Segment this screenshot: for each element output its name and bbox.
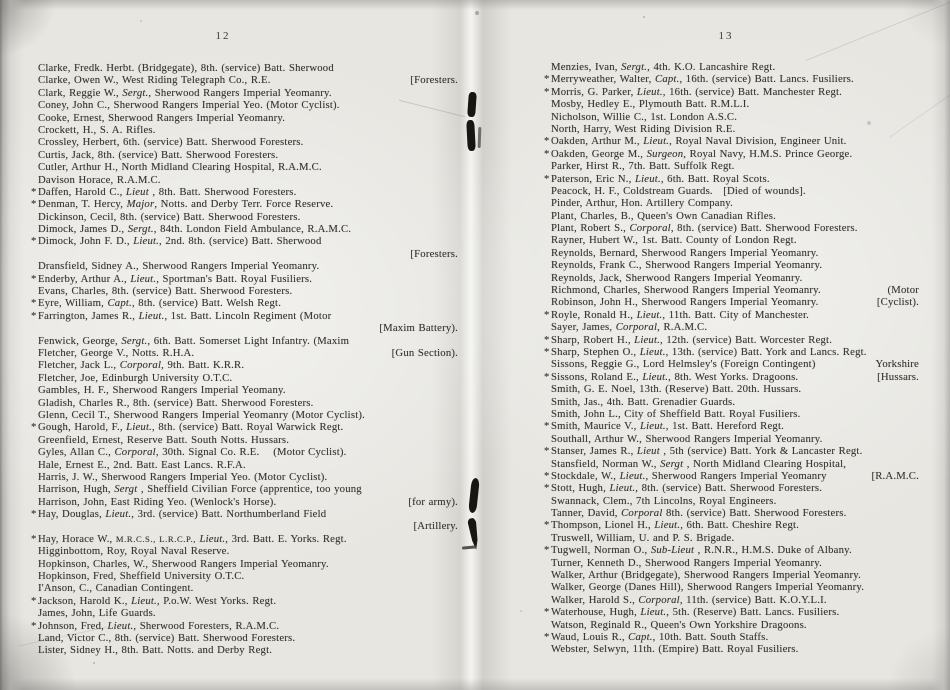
list-item	[31, 185, 458, 198]
list-item	[551, 272, 919, 284]
entry-text: Jackson, Harold K., Lieut., P.o.W. West Yorks. Regt.	[38, 594, 277, 607]
entry-text: Harris, J. W., Sherwood Rangers Imperial Yeo. (Motor Cyclist).	[38, 470, 328, 483]
casualty-star: *	[31, 272, 37, 285]
list-item	[551, 247, 919, 259]
list-item	[544, 172, 919, 185]
list-item	[551, 581, 919, 593]
list-item	[544, 333, 919, 346]
entry-text: North, Harry, West Riding Division R.E.	[551, 122, 736, 135]
list-item	[38, 397, 458, 409]
entry-list	[31, 62, 458, 657]
entry-list	[544, 61, 919, 656]
entry-text: Truswell, William, U. and P. S. Brigade.	[551, 531, 735, 544]
list-item	[544, 308, 919, 321]
entry-text: Dimock, John F. D., Lieut., 2nd. 8th. (service) Batt. Sherwood	[38, 235, 322, 248]
entry-continuation: [Foresters.	[410, 74, 458, 87]
entry-continuation: [Cyclist).	[876, 296, 919, 309]
entry-text: Reynolds, Jack, Sherwood Rangers Imperial Yeomanry.	[551, 271, 803, 284]
entry-text: Crockett, H., S. A. Rifles.	[38, 123, 156, 136]
list-item	[38, 545, 458, 557]
list-item	[38, 149, 458, 161]
entry-text: Harrison, Hugh, Sergt , Sheffield Civilian Force (apprentice, too young	[38, 483, 362, 496]
entry-text: Waud, Louis R., Capt., 10th. Batt. South Staffs.	[551, 630, 769, 643]
casualty-star: *	[31, 235, 37, 248]
list-item	[551, 396, 919, 408]
entry-continuation: [R.A.M.C.	[871, 469, 919, 482]
casualty-star: *	[31, 185, 37, 198]
entry-text: Webster, Selwyn, 11th. (Empire) Batt. Royal Fusiliers.	[551, 643, 799, 656]
list-item	[551, 259, 919, 271]
casualty-star: *	[544, 370, 550, 383]
entry-text: Walker, George (Danes Hill), Sherwood Rangers Imperial Yeomanry.	[551, 581, 865, 594]
list-item	[544, 469, 919, 482]
list-item	[551, 458, 919, 470]
list-item	[544, 147, 919, 160]
entry-text: Reynolds, Bernard, Sherwood Rangers Imperial Yeomanry.	[551, 246, 819, 259]
entry-text: Watson, Reginald R., Queen's Own Yorkshire Dragoons.	[551, 618, 807, 631]
casualty-star: *	[31, 532, 37, 545]
entry-text: Southall, Arthur W., Sherwood Rangers Imperial Yeomanry.	[551, 432, 823, 445]
entry-text: Johnson, Fred, Lieut., Sherwood Foresters, R.A.M.C.	[38, 619, 280, 632]
entry-text: Dickinson, Cecil, 8th. (service) Batt. Sherwood Foresters.	[38, 210, 301, 223]
entry-text: Plant, Charles, B., Queen's Own Canadian Rifles.	[551, 209, 776, 222]
casualty-star: *	[544, 482, 550, 495]
entry-continuation: Yorkshire	[875, 358, 919, 371]
entry-continuation: [for army).	[408, 495, 458, 508]
list-item	[38, 124, 458, 136]
ink-stain	[468, 478, 480, 514]
list-item	[551, 569, 919, 581]
list-item	[31, 198, 458, 211]
entry-text: Fletcher, Jack L., Corporal, 9th. Batt. K.R.R.	[38, 359, 245, 372]
list-item	[38, 582, 458, 594]
list-item	[31, 594, 458, 607]
list-item	[38, 62, 458, 74]
casualty-star: *	[31, 297, 37, 310]
list-item	[551, 284, 919, 296]
list-item	[38, 136, 458, 148]
entry-text: Gambles, H. F., Sherwood Rangers Imperial Yeomany.	[38, 384, 286, 397]
entry-text: Cooke, Ernest, Sherwood Rangers Imperial Yeomanry.	[38, 111, 286, 124]
casualty-star: *	[544, 333, 550, 346]
casualty-star: *	[31, 198, 37, 211]
entry-text: Curtis, Jack, 8th. (service) Batt. Sherwood Foresters.	[38, 148, 279, 161]
list-item	[544, 420, 919, 433]
entry-text: Oakden, Arthur M., Lieut., Royal Naval Division, Engineer Unit.	[551, 135, 847, 148]
entry-text: Parker, Hirst R., 7th. Batt. Suffolk Regt.	[551, 160, 735, 173]
list-item	[38, 174, 458, 186]
entry-text: Greenfield, Ernest, Reserve Batt. South Notts. Hussars.	[38, 433, 290, 446]
list-item	[551, 358, 919, 370]
entry-text: Daffen, Harold C., Lieut , 8th. Batt. Sherwood Foresters.	[38, 185, 297, 198]
casualty-star: *	[544, 147, 550, 160]
list-item	[38, 112, 458, 124]
list-item	[31, 272, 458, 285]
list-item	[38, 87, 458, 99]
entry-text: Fletcher, Joe, Edinburgh University O.T.C.	[38, 371, 233, 384]
entry-text: Stockdale, W., Lieut., Sherwood Rangers Imperial Yeomanry	[551, 469, 827, 482]
entry-text: Clarke, Owen W., West Riding Telegraph Co., R.E.	[38, 74, 271, 87]
entry-text: Hay, Douglas, Lieut., 3rd. (service) Batt. Northumberland Field	[38, 508, 327, 521]
entry-text: Thompson, Lionel H., Lieut., 6th. Batt. Cheshire Regt.	[551, 519, 800, 532]
list-item	[38, 471, 458, 483]
list-item	[38, 434, 458, 446]
entry-text: Tanner, David, Corporal 8th. (service) Batt. Sherwood Foresters.	[551, 507, 847, 520]
casualty-star: *	[31, 619, 37, 632]
casualty-star: *	[544, 606, 550, 619]
list-item	[551, 433, 919, 445]
entry-text: Lister, Sidney H., 8th. Batt. Notts. and Derby Regt.	[38, 644, 273, 657]
list-item	[38, 248, 458, 260]
entry-text: Richmond, Charles, Sherwood Rangers Imperial Yeomanry.	[551, 284, 821, 297]
entry-text: Dransfield, Sidney A., Sherwood Rangers Imperial Yeomanry.	[38, 260, 320, 273]
entry-text: Smith, John L., City of Sheffield Batt. Royal Fusiliers.	[551, 407, 801, 420]
list-item	[551, 557, 919, 569]
entry-text: Hay, Horace W., M.R.C.S., L.R.C.P., Lieut., 3rd. Batt. E. Yorks. Regt.	[38, 532, 347, 545]
entry-text: Clark, Reggie W., Sergt., Sherwood Rangers Imperial Yeomanry.	[38, 86, 332, 99]
list-item	[31, 619, 458, 632]
entry-continuation: [Artillery.	[413, 520, 458, 533]
list-item	[551, 619, 919, 631]
list-item	[38, 322, 458, 334]
list-item	[544, 519, 919, 532]
list-item	[38, 483, 458, 495]
entry-text: Sissons, Roland E., Lieut., 8th. West Yorks. Dragoons.	[551, 370, 799, 383]
list-item	[38, 372, 458, 384]
entry-text: Cutler, Arthur H., North Midland Clearing Hospital, R.A.M.C.	[38, 161, 322, 174]
entry-text: Gough, Harold, F., Lieut., 8th. (service) Batt. Royal Warwick Regt.	[38, 421, 344, 434]
list-item	[544, 345, 919, 358]
list-item	[38, 99, 458, 111]
casualty-star: *	[544, 420, 550, 433]
list-item	[544, 73, 919, 86]
list-item	[551, 594, 919, 606]
casualty-star: *	[544, 135, 550, 148]
casualty-star: *	[544, 73, 550, 86]
list-item	[38, 260, 458, 272]
list-item	[38, 74, 458, 86]
entry-text: Reynolds, Frank C., Sherwood Rangers Imperial Yeomanry.	[551, 259, 823, 272]
entry-text: Higginbottom, Roy, Royal Naval Reserve.	[38, 545, 230, 558]
entry-text: Tugwell, Norman O., Sub-Lieut , R.N.R., H.M.S. Duke of Albany.	[551, 544, 852, 557]
list-item	[38, 211, 458, 223]
casualty-star: *	[31, 594, 37, 607]
list-item	[551, 532, 919, 544]
list-item	[38, 570, 458, 582]
entry-text: Gladish, Charles R., 8th. (service) Batt. Sherwood Foresters.	[38, 396, 314, 409]
list-item	[31, 297, 458, 310]
list-item	[551, 408, 919, 420]
entry-text: James, John, Life Guards.	[38, 607, 156, 620]
entry-text: Morris, G. Parker, Lieut., 16th. (service) Batt. Manchester Regt.	[551, 85, 843, 98]
entry-continuation: [Gun Section).	[391, 346, 458, 359]
entry-text: Clarke, Fredk. Herbt. (Bridgegate), 8th. (service) Batt. Sherwood	[38, 62, 334, 74]
list-item	[38, 359, 458, 371]
casualty-star: *	[544, 519, 550, 532]
list-item	[551, 296, 919, 308]
list-item	[38, 223, 458, 235]
list-item	[544, 606, 919, 619]
entry-text: Swannack, Clem., 7th Lincolns, Royal Engineers.	[551, 494, 777, 507]
entry-text: Land, Victor C., 8th. (service) Batt. Sherwood Foresters.	[38, 631, 296, 644]
entry-text: Merryweather, Walter, Capt., 16th. (service) Batt. Lancs. Fusiliers.	[551, 73, 854, 86]
list-item	[544, 135, 919, 148]
entry-text: Hale, Ernest E., 2nd. Batt. East Lancs. R.F.A.	[38, 458, 246, 471]
entry-text: Hopkinson, Fred, Sheffield University O.T.C.	[38, 570, 245, 583]
entry-text: Hopkinson, Charles, W., Sherwood Rangers Imperial Yeomanry.	[38, 557, 329, 570]
entry-text: Peacock, H. F., Coldstream Guards. [Died of wounds].	[551, 184, 806, 197]
entry-text: Sharp, Stephen O., Lieut., 13th. (service) Batt. York and Lancs. Regt.	[551, 345, 867, 358]
entry-text: Oakden, George M., Surgeon, Royal Navy, H.M.S. Prince George.	[551, 147, 853, 160]
entry-text: Smith, Maurice V., Lieut., 1st. Batt. Hereford Regt.	[551, 420, 784, 433]
entry-text: Fletcher, George V., Notts. R.H.A.	[38, 346, 195, 359]
ink-stain	[478, 127, 482, 148]
entry-text: Coney, John C., Sherwood Rangers Imperial Yeo. (Motor Cyclist).	[38, 99, 340, 112]
list-item	[551, 222, 919, 234]
entry-text: Robinson, John H., Sherwood Rangers Imperial Yeomanry.	[551, 296, 819, 309]
list-item	[31, 235, 458, 248]
casualty-star: *	[31, 309, 37, 322]
entry-text: I'Anson, C., Canadian Contingent.	[38, 582, 194, 595]
list-item	[544, 445, 919, 458]
entry-text: Fenwick, George, Sergt., 6th. Batt. Somerset Light Infantry. (Maxim	[38, 334, 350, 347]
list-item	[551, 123, 919, 135]
entry-text: Glenn, Cecil T., Sherwood Rangers Imperial Yeomanry (Motor Cyclist).	[38, 408, 365, 421]
page-number-right: 13	[718, 30, 734, 42]
list-item	[38, 335, 458, 347]
casualty-star: *	[31, 508, 37, 521]
entry-text: Enderby, Arthur A., Lieut., Sportman's Batt. Royal Fusiliers.	[38, 272, 313, 285]
list-item	[551, 321, 919, 333]
list-item	[38, 446, 458, 458]
entry-text: Waterhouse, Hugh, Lieut., 5th. (Reserve) Batt. Lancs. Fusiliers.	[551, 606, 840, 619]
casualty-star: *	[544, 630, 550, 643]
list-item	[551, 197, 919, 209]
list-item	[38, 161, 458, 173]
casualty-star: *	[544, 445, 550, 458]
list-item	[38, 409, 458, 421]
list-item	[551, 495, 919, 507]
entry-text: Nicholson, Willie C., 1st. London A.S.C.	[551, 110, 738, 123]
book-page-left	[31, 62, 458, 657]
entry-continuation: [Maxim Battery).	[379, 322, 458, 335]
list-item	[38, 496, 458, 508]
list-item	[31, 421, 458, 434]
book-page-right	[544, 61, 919, 656]
entry-continuation: (Motor	[887, 284, 919, 297]
list-item	[38, 558, 458, 570]
casualty-star: *	[31, 421, 37, 434]
list-item	[31, 532, 458, 545]
list-item	[544, 370, 919, 383]
entry-text: Mosby, Hedley E., Plymouth Batt. R.M.L.I.	[551, 98, 750, 111]
entry-text: Rayner, Hubert W., 1st. Batt. County of London Regt.	[551, 234, 797, 247]
list-item	[544, 85, 919, 98]
entry-text: Crossley, Herbert, 6th. (service) Batt. Sherwood Foresters.	[38, 136, 304, 149]
entry-text: Evans, Charles, 8th. (service) Batt. Sherwood Foresters.	[38, 285, 293, 298]
entry-text: Eyre, William, Capt., 8th. (service) Batt. Welsh Regt.	[38, 297, 282, 310]
list-item	[544, 630, 919, 643]
paper-specks	[0, 0, 2, 2]
list-item	[551, 383, 919, 395]
entry-continuation: [Foresters.	[410, 247, 458, 260]
page-number-left: 12	[215, 30, 231, 42]
entry-text: Stanser, James R., Lieut , 5th (service) Batt. York & Lancaster Regt.	[551, 445, 863, 458]
entry-text: Menzies, Ivan, Sergt., 4th. K.O. Lancashire Regt.	[551, 61, 776, 73]
ink-stain	[466, 120, 476, 151]
list-item	[38, 520, 458, 532]
list-item	[38, 644, 458, 656]
entry-text: Smith, Jas., 4th. Batt. Grenadier Guards.	[551, 395, 736, 408]
list-item	[38, 632, 458, 644]
entry-text: Royle, Ronald H., Lieut., 11th. Batt. City of Manchester.	[551, 308, 810, 321]
list-item	[551, 185, 919, 197]
list-item	[551, 643, 919, 655]
list-item	[38, 347, 458, 359]
casualty-star: *	[544, 308, 550, 321]
entry-text: Sharp, Robert H., Lieut., 12th. (service) Batt. Worcester Regt.	[551, 333, 833, 346]
list-item	[31, 309, 458, 322]
entry-text: Denman, T. Hercy, Major, Notts. and Derby Terr. Force Reserve.	[38, 198, 334, 211]
entry-text: Harrison, John, East Riding Yeo. (Wenlock's Horse).	[38, 495, 277, 508]
list-item	[551, 160, 919, 172]
list-item	[551, 61, 919, 73]
list-item	[544, 482, 919, 495]
list-item	[544, 544, 919, 557]
entry-text: Gyles, Allan C., Corporal, 30th. Signal Co. R.E. (Motor Cyclist).	[38, 446, 347, 459]
entry-text: Dimock, James D., Sergt., 84th. London Field Ambulance, R.A.M.C.	[38, 223, 352, 236]
casualty-star: *	[544, 85, 550, 98]
entry-text: Turner, Kenneth D., Sherwood Rangers Imperial Yeomanry.	[551, 556, 823, 569]
entry-text: Stansfield, Norman W., Sergt , North Midland Clearing Hospital,	[551, 457, 847, 470]
casualty-star: *	[544, 469, 550, 482]
casualty-star: *	[544, 544, 550, 557]
entry-text: Pinder, Arthur, Hon. Artillery Company.	[551, 197, 734, 210]
ink-stain	[467, 92, 477, 117]
entry-text: Stott, Hugh, Lieut., 8th. (service) Batt. Sherwood Foresters.	[551, 482, 823, 495]
list-item	[551, 111, 919, 123]
casualty-star: *	[544, 345, 550, 358]
paper-crease	[806, 0, 950, 61]
list-item	[31, 508, 458, 521]
list-item	[38, 285, 458, 297]
entry-text: Sayer, James, Corporal, R.A.M.C.	[551, 321, 708, 334]
list-item	[551, 507, 919, 519]
list-item	[38, 384, 458, 396]
list-item	[551, 234, 919, 246]
entry-text: Farrington, James R., Lieut., 1st. Batt. Lincoln Regiment (Motor	[38, 309, 332, 322]
entry-text: Plant, Robert S., Corporal, 8th. (service) Batt. Sherwood Foresters.	[551, 222, 858, 235]
entry-text: Paterson, Eric N., Lieut., 6th. Batt. Royal Scots.	[551, 172, 770, 185]
list-item	[551, 98, 919, 110]
entry-text: Walker, Arthur (Bridgegate), Sherwood Rangers Imperial Yeomanry.	[551, 569, 862, 582]
casualty-star: *	[544, 172, 550, 185]
entry-text: Davison Horace, R.A.M.C.	[38, 173, 161, 186]
list-item	[551, 210, 919, 222]
list-item	[38, 607, 458, 619]
ink-stain	[462, 545, 476, 549]
entry-text: Walker, Harold S., Corporal, 11th. (service) Batt. K.O.Y.L.I.	[551, 593, 827, 606]
list-item	[38, 459, 458, 471]
entry-text: Smith, G. E. Noel, 13th. (Reserve) Batt. 20th. Hussars.	[551, 383, 802, 396]
entry-continuation: [Hussars.	[877, 370, 919, 383]
entry-text: Sissons, Reggie G., Lord Helmsley's (Foreign Contingent)	[551, 358, 816, 371]
